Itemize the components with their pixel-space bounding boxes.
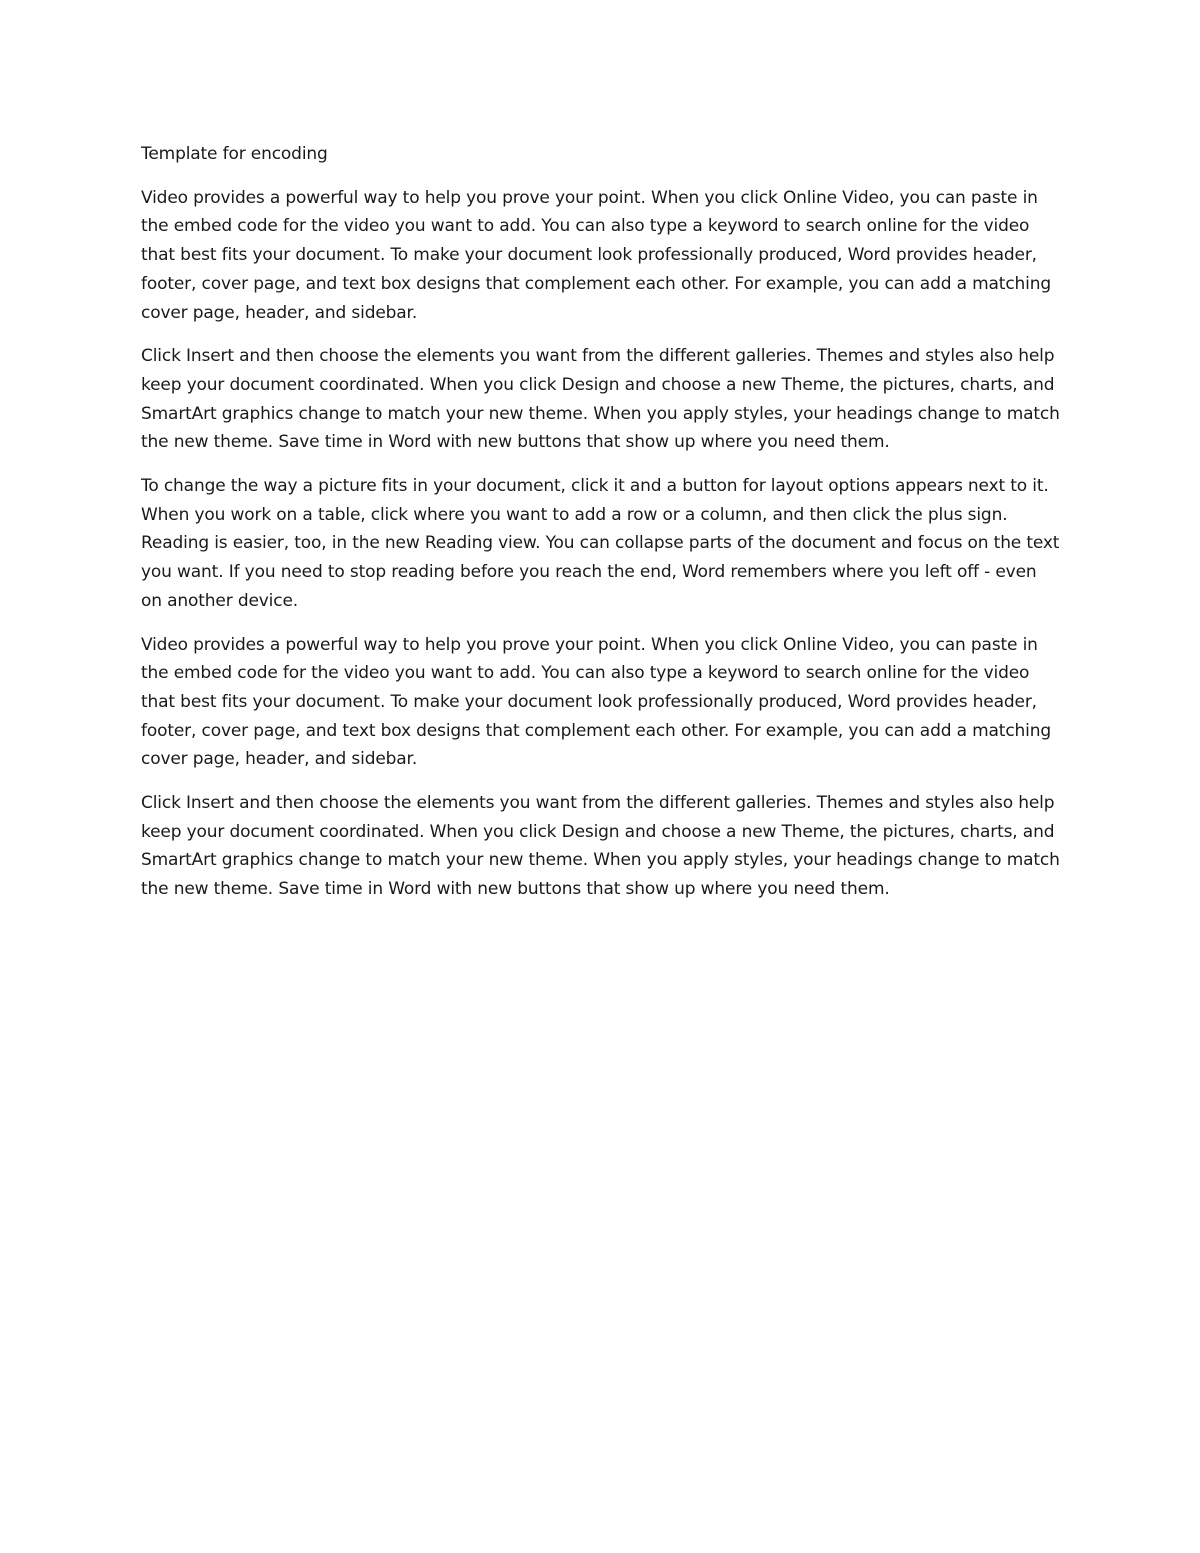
document-body <box>141 140 1061 919</box>
paragraph: Click Insert and then choose the elements you want from the different galleries. Themes and styles also help keep your document coordinated. When you click Design and choose a new Theme, the pictures, charts, and SmartArt graphics change to match your new theme. When you apply styles, your headings change to match the new theme. Save time in Word with new buttons that show up where you need them. <box>141 346 1060 453</box>
paragraph: Video provides a powerful way to help you prove your point. When you click Online Video, you can paste in the embed code for the video you want to add. You can also type a keyword to search online for the video that best fits your document. To make your document look professionally produced, Word provides header, footer, cover page, and text box designs that complement each other. For example, you can add a matching cover page, header, and sidebar. <box>141 634 1051 770</box>
paragraph: Video provides a powerful way to help you prove your point. When you click Online Video, you can paste in the embed code for the video you want to add. You can also type a keyword to search online for the video that best fits your document. To make your document look professionally produced, Word provides header, footer, cover page, and text box designs that complement each other. For example, you can add a matching cover page, header, and sidebar. <box>141 187 1051 323</box>
document-title: Template for encoding <box>141 144 328 164</box>
paragraph: To change the way a picture fits in your document, click it and a button for layout options appears next to it. When you work on a table, click where you want to add a row or a column, and then click the plus sign. Reading is easier, too, in the new Reading view. You can collapse parts of the document and focus on the text you want. If you need to stop reading before you reach the end, Word remembers where you left off - even on another device. <box>141 476 1060 611</box>
paragraph: Click Insert and then choose the elements you want from the different galleries. Themes and styles also help keep your document coordinated. When you click Design and choose a new Theme, the pictures, charts, and SmartArt graphics change to match your new theme. When you apply styles, your headings change to match the new theme. Save time in Word with new buttons that show up where you need them. <box>141 793 1060 900</box>
